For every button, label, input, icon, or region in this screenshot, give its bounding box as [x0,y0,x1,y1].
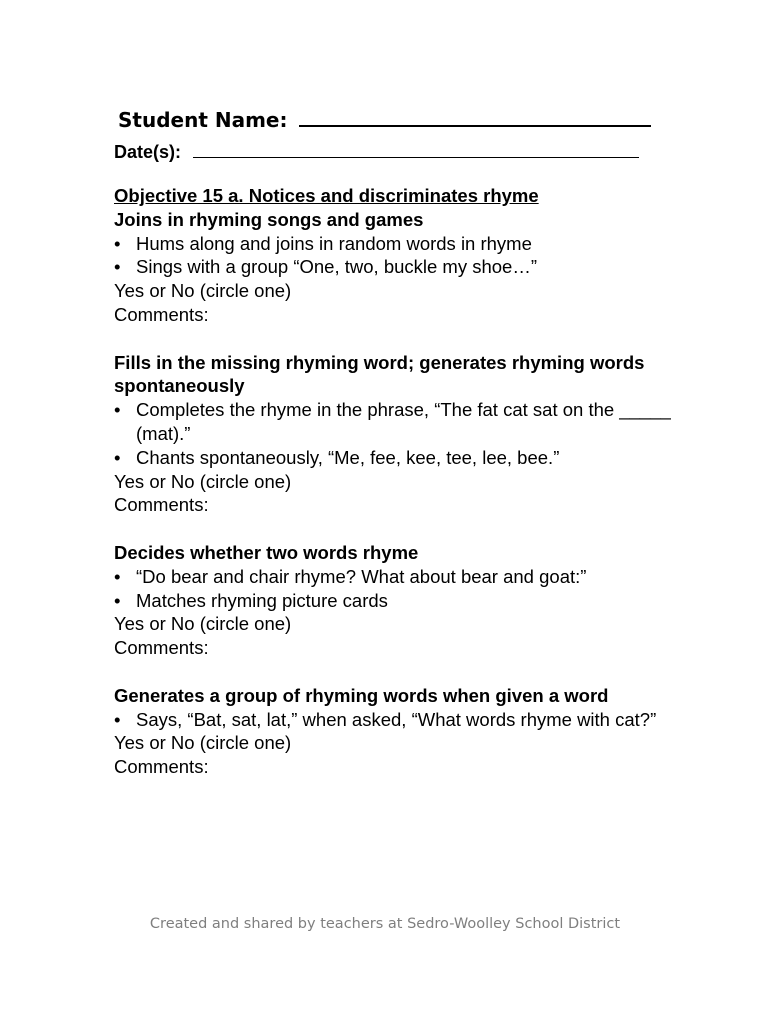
bullet-glyph: • [114,589,121,611]
bullet-glyph: • [114,708,121,730]
bullet-text: Says, “Bat, sat, lat,” when asked, “What words rhyme with cat?” [136,708,657,730]
yes-no-prompt: Yes or No (circle one) [114,613,292,635]
bullet-glyph: • [114,446,121,468]
section-heading: Fills in the missing rhyming word; generates rhyming words spontaneously [114,351,645,397]
date-field [114,141,639,163]
footer-credit: Created and shared by teachers at Sedro-Woolley School District [149,916,621,932]
bullet-text: Chants spontaneously, “Me, fee, kee, tee, lee, bee.” [136,446,560,468]
bullet-item [114,708,674,732]
yes-no-prompt: Yes or No (circle one) [114,732,292,754]
yes-no-prompt: Yes or No (circle one) [114,470,292,492]
bullet-item [114,446,674,470]
bullet-text: Matches rhyming picture cards [136,589,388,611]
bullet-list [114,708,674,732]
objective-title: Objective 15 a. Notices and discriminates rhyme [114,185,539,206]
student-name-blank [299,107,651,127]
bullet-text: Hums along and joins in random words in rhyme [136,232,532,254]
bullet-list [114,398,674,469]
yes-no-prompt: Yes or No (circle one) [114,280,292,302]
section-heading: Generates a group of rhyming words when given a word [114,684,609,706]
bullet-item [114,398,674,446]
bullet-text: “Do bear and chair rhyme? What about bear and goat:” [136,565,587,587]
student-name-label: Student Name: [118,108,288,132]
bullet-glyph: • [114,565,121,587]
section-heading: Joins in rhyming songs and games [114,208,424,230]
student-name-field [118,106,651,134]
section-rhyming-songs [114,208,674,327]
section-two-words-rhyme [114,541,674,660]
section-heading: Decides whether two words rhyme [114,541,419,563]
comments-label: Comments: [114,494,209,516]
comments-label: Comments: [114,303,209,325]
bullet-item [114,589,674,613]
bullet-item [114,565,674,589]
section-group-of-rhymes [114,684,674,779]
bullet-text: Completes the rhyme in the phrase, “The fat cat sat on the _____ (mat).” [136,399,671,444]
bullet-list [114,232,674,280]
bullet-item [114,232,674,256]
bullet-glyph: • [114,232,121,254]
bullet-text: Sings with a group “One, two, buckle my shoe…” [136,256,538,278]
comments-label: Comments: [114,756,209,778]
bullet-glyph: • [114,256,121,278]
comments-label: Comments: [114,637,209,659]
date-blank [193,143,639,158]
bullet-item [114,255,674,279]
section-missing-rhyme [114,351,674,518]
assessment-content [114,184,674,779]
bullet-glyph: • [114,399,121,421]
bullet-list [114,565,674,613]
date-label: Date(s): [114,142,182,162]
